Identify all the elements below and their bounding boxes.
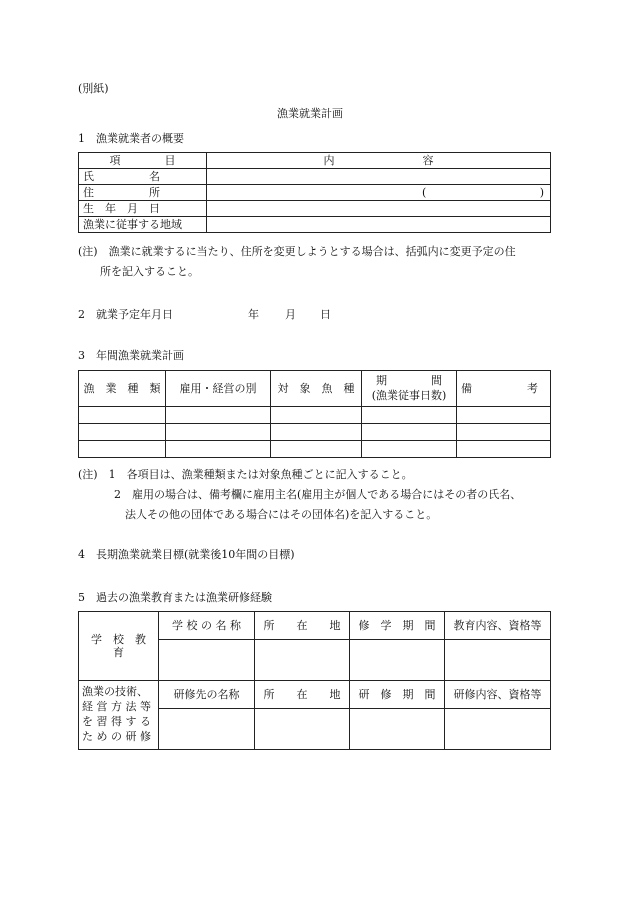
table-cell[interactable] <box>166 424 271 441</box>
training-label-line-1: 漁業の技術、 <box>82 685 148 699</box>
table-cell[interactable] <box>166 441 271 458</box>
row-area-label: 漁業に従事する地域 <box>79 217 207 233</box>
day-label: 日 <box>320 308 331 321</box>
col-training-period: 研 修 期 間 <box>350 681 445 709</box>
table-cell[interactable] <box>362 441 457 458</box>
table-cell[interactable] <box>159 640 255 681</box>
col-period-line-1: 期 間 <box>376 374 442 388</box>
col-period <box>362 371 457 407</box>
table-cell[interactable] <box>350 640 445 681</box>
row-birth-label: 生 年 月 日 <box>79 201 207 217</box>
address-field[interactable] <box>207 185 551 201</box>
table-cell[interactable] <box>362 424 457 441</box>
table-cell[interactable] <box>79 407 166 424</box>
col-location: 所 在 地 <box>255 612 350 640</box>
training-label-line-3: を 習 得 す る <box>82 715 151 728</box>
annex-label: (別紙) <box>78 82 109 95</box>
paren-close: ) <box>539 186 544 199</box>
table-cell[interactable] <box>166 407 271 424</box>
table-cell[interactable] <box>445 640 551 681</box>
school-education-label: 学 校 教 育 <box>79 612 159 681</box>
section-4-heading: 4 長期漁業就業目標(就業後10年間の目標) <box>78 548 295 561</box>
col-item-header: 項 目 <box>79 153 207 169</box>
experience-table <box>78 611 551 750</box>
month-label: 月 <box>285 308 296 321</box>
overview-table <box>78 152 551 233</box>
section-1-heading: 1 漁業就業者の概要 <box>78 132 184 145</box>
col-training-content: 研修内容、資格等 <box>445 681 551 709</box>
table-cell[interactable] <box>350 709 445 750</box>
table-cell[interactable] <box>159 709 255 750</box>
table-cell[interactable] <box>255 709 350 750</box>
table-row <box>79 441 551 458</box>
name-field[interactable] <box>207 169 551 185</box>
row-name-label: 氏 名 <box>79 169 207 185</box>
table-cell[interactable] <box>457 407 551 424</box>
paren-open: ( <box>422 186 427 199</box>
col-training-place: 研修先の名称 <box>159 681 255 709</box>
table-row <box>79 424 551 441</box>
row-address-label: 住 所 <box>79 185 207 201</box>
col-content-header: 内 容 <box>207 153 551 169</box>
table-cell[interactable] <box>79 424 166 441</box>
birthdate-field[interactable] <box>207 201 551 217</box>
table-cell[interactable] <box>457 441 551 458</box>
section-1-note-2: 所を記入すること。 <box>100 265 199 278</box>
section-2-heading: 2 就業予定年月日 <box>78 308 173 321</box>
section-3-note-3: 法人その他の団体である場合にはその団体名)を記入すること。 <box>125 508 438 521</box>
section-3-note-2: 2 雇用の場合は、備考欄に雇用主名(雇用主が個人である場合にはその者の氏名、 <box>114 488 522 501</box>
col-school-name: 学 校 の 名 称 <box>159 612 255 640</box>
training-label-line-4: た め の 研 修 <box>82 729 151 743</box>
section-1-note-1: (注) 漁業に就業するに当たり、住所を変更しようとする場合は、括弧内に変更予定の住 <box>78 245 516 258</box>
col-target-fish: 対 象 魚 種 <box>271 371 362 407</box>
table-cell[interactable] <box>271 441 362 458</box>
training-label <box>79 681 159 750</box>
page-title: 漁業就業計画 <box>277 107 343 120</box>
col-fishery-type: 漁 業 種 類 <box>79 371 166 407</box>
table-cell[interactable] <box>271 424 362 441</box>
col-remarks: 備 考 <box>457 371 551 407</box>
training-label-line-2: 経 営 方 法 等 <box>82 700 151 714</box>
year-label: 年 <box>248 308 259 321</box>
area-field[interactable] <box>207 217 551 233</box>
col-education-content: 教育内容、資格等 <box>445 612 551 640</box>
table-cell[interactable] <box>457 424 551 441</box>
section-3-note-1: (注) 1 各項目は、漁業種類または対象魚種ごとに記入すること。 <box>78 468 413 481</box>
col-study-period: 修 学 期 間 <box>350 612 445 640</box>
col-period-line-2: (漁業従事日数) <box>371 388 447 402</box>
table-row <box>79 407 551 424</box>
table-cell[interactable] <box>445 709 551 750</box>
table-cell[interactable] <box>362 407 457 424</box>
section-5-heading: 5 過去の漁業教育または漁業研修経験 <box>78 591 272 604</box>
table-cell[interactable] <box>79 441 166 458</box>
col-training-location: 所 在 地 <box>255 681 350 709</box>
annual-plan-table <box>78 370 551 458</box>
table-cell[interactable] <box>255 640 350 681</box>
col-employment: 雇用・経営の別 <box>166 371 271 407</box>
table-cell[interactable] <box>271 407 362 424</box>
section-3-heading: 3 年間漁業就業計画 <box>78 349 184 362</box>
